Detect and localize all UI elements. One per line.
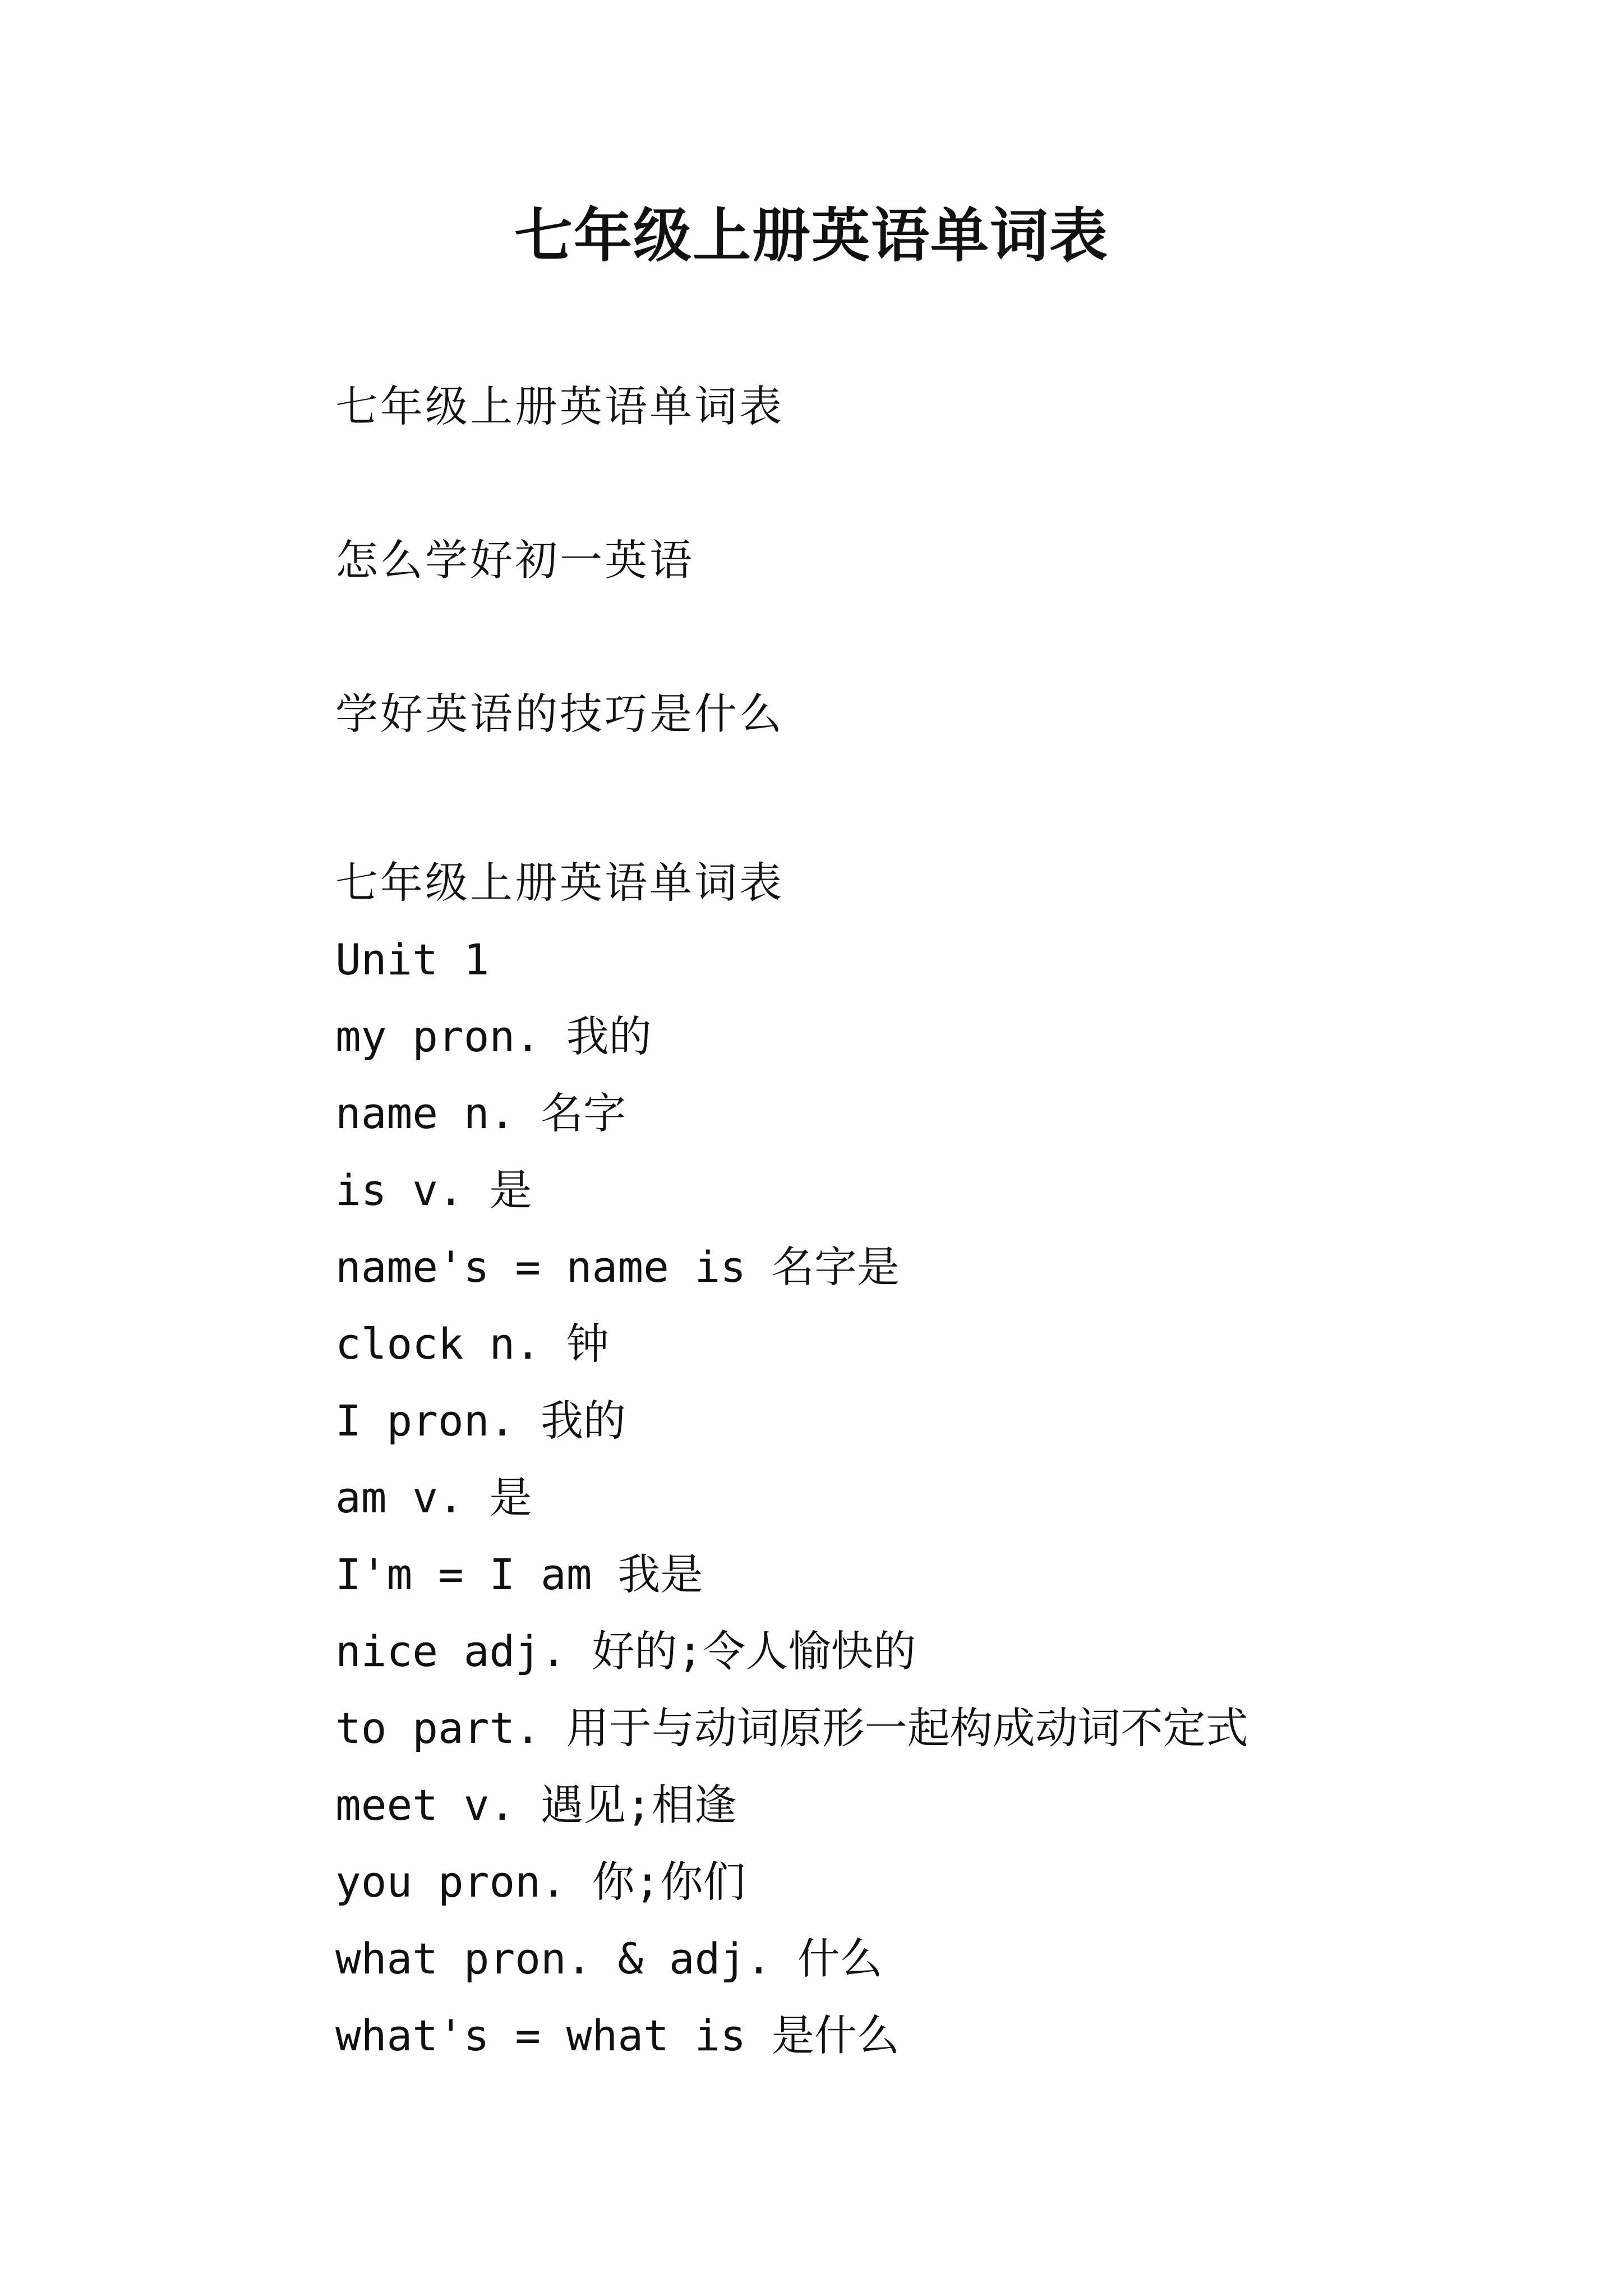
intro-line: 七年级上册英语单词表 <box>335 381 784 431</box>
intro-list <box>335 376 784 837</box>
intro-line: 学好英语的技巧是什么 <box>335 689 784 739</box>
vocab-entry: name's = name is 名字是 <box>335 1242 900 1292</box>
document-title: 七年级上册英语单词表 <box>514 201 1109 270</box>
vocabulary-list <box>335 844 1248 2074</box>
vocab-entry: to part. 用于与动词原形一起构成动词不定式 <box>335 1703 1248 1753</box>
vocab-entry: meet v. 遇见;相逢 <box>335 1780 737 1830</box>
vocab-entry: I'm = I am 我是 <box>335 1549 703 1599</box>
vocab-entry: nice adj. 好的;令人愉快的 <box>335 1626 916 1676</box>
vocab-entry: clock n. 钟 <box>335 1319 609 1369</box>
vocab-entry: my pron. 我的 <box>335 1011 652 1061</box>
intro-line: 怎么学好初一英语 <box>335 535 694 585</box>
unit-label: Unit 1 <box>335 935 490 984</box>
section-heading: 七年级上册英语单词表 <box>335 858 784 908</box>
vocab-entry: name n. 名字 <box>335 1088 626 1138</box>
vocab-entry: what pron. & adj. 什么 <box>335 1934 883 1984</box>
vocab-entry: you pron. 你;你们 <box>335 1857 746 1907</box>
vocab-entry: what's = what is 是什么 <box>335 2010 900 2060</box>
vocab-entry: I pron. 我的 <box>335 1396 626 1446</box>
vocab-entry: is v. 是 <box>335 1165 532 1215</box>
vocab-entry: am v. 是 <box>335 1473 532 1522</box>
